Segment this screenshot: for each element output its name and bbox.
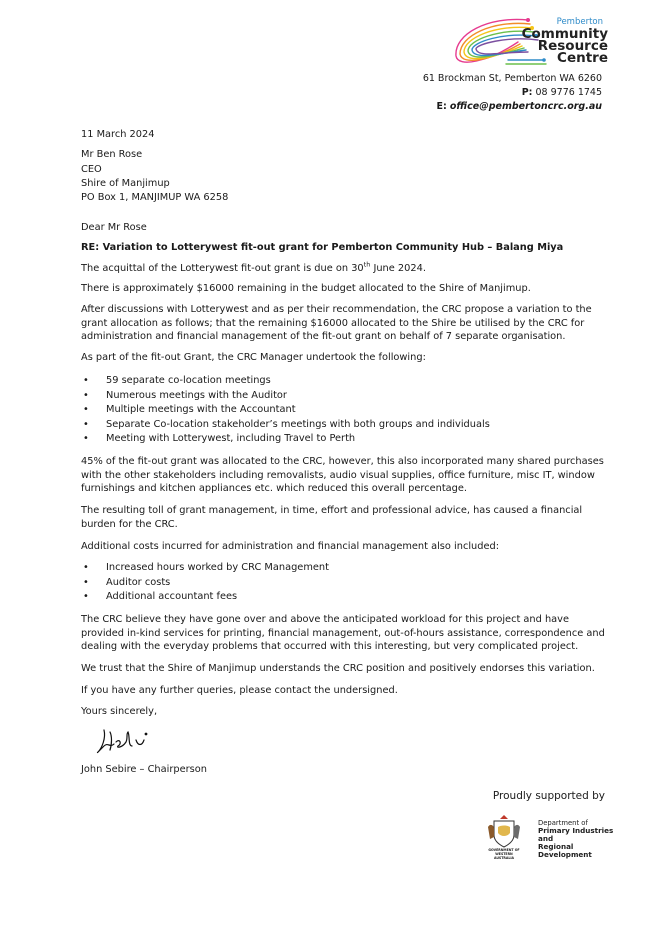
- signature-image: [96, 726, 156, 758]
- logo-line-resource: Resource: [537, 38, 608, 54]
- list-item: • Additional accountant fees: [81, 590, 581, 605]
- paragraph-queries: If you have any further queries, please contact the undersigned.: [81, 685, 398, 696]
- list-item: • 59 separate co-location meetings: [81, 374, 581, 389]
- logo-line-community: Community: [521, 26, 608, 42]
- additional-costs-list: [81, 561, 581, 605]
- salutation: Dear Mr Rose: [81, 222, 147, 233]
- recipient-organisation: Shire of Manjimup: [81, 178, 170, 189]
- signatory-name: John Sebire – Chairperson: [81, 764, 207, 775]
- recipient-title: CEO: [81, 164, 102, 175]
- list-item: • Auditor costs: [81, 576, 581, 591]
- dept-name: [538, 819, 616, 859]
- list-item: • Separate Co-location stakeholder’s meetings with both groups and individuals: [81, 418, 581, 433]
- crest-caption-line2: WESTERN AUSTRALIA: [493, 851, 515, 860]
- recipient-name: Mr Ben Rose: [81, 149, 143, 160]
- p1-text-end: June 2024.: [370, 263, 426, 274]
- list-item: • Multiple meetings with the Accountant: [81, 403, 581, 418]
- closing: Yours sincerely,: [81, 706, 158, 717]
- logo-town-name: Pemberton: [556, 17, 603, 27]
- wa-crest-icon: [486, 813, 522, 849]
- address: 61 Brockman St, Pemberton WA 6260: [422, 73, 602, 84]
- p1-superscript: th: [363, 260, 371, 269]
- paragraph-variation: After discussions with Lotterywest and as per their recommendation, the CRC propose a variation to the grant allocation as follows; that the remaining $16000 allocated to the Shire be utilised by the CRC for administration and financial management of the fit-out grant on behalf of 7 separate organisation.: [81, 304, 592, 343]
- p1-text: The acquittal of the Lotterywest fit-out grant is due on 30: [81, 263, 364, 274]
- email-label: E:: [436, 101, 447, 112]
- list-item: • Increased hours worked by CRC Management: [81, 561, 581, 576]
- list-item: • Numerous meetings with the Auditor: [81, 389, 581, 404]
- dpird-logo: [486, 813, 616, 861]
- paragraph-remaining: There is approximately $16000 remaining in the budget allocated to the Shire of Manjimup.: [81, 283, 531, 294]
- email-line: [437, 100, 603, 114]
- paragraph-acquittal: [81, 262, 606, 276]
- paragraph-additional-costs: Additional costs incurred for administration and financial management also included:: [81, 541, 500, 552]
- paragraph-allocation: 45% of the fit-out grant was allocated to the CRC, however, this also incorporated many shared purchases with the other stakeholders including removalists, audio visual supplies, office furniture, misc IT, window furnishings and kitchen appliances etc. which reduced this overall percentage.: [81, 456, 604, 495]
- phone-line: [522, 86, 602, 100]
- phone-label: P:: [521, 87, 533, 98]
- paragraph-in-kind: The CRC believe they have gone over and above the anticipated workload for this project and have provided in-kind services for printing, financial management, out-of-hours assistance, correspondence and dealing with the everyday problems that occurred with this interesting, but very complicated project.: [81, 614, 605, 653]
- manager-task-list: [81, 374, 581, 447]
- recipient-address: PO Box 1, MANJIMUP WA 6258: [81, 192, 229, 203]
- crest-caption-line1: GOVERNMENT OF: [488, 848, 520, 852]
- email-address: office@pembertoncrc.org.au: [449, 101, 602, 112]
- paragraph-endorse: We trust that the Shire of Manjimup understands the CRC position and positively endorses this variation.: [81, 663, 595, 674]
- dept-line2: Primary Industries and: [538, 826, 614, 843]
- letter-date: 11 March 2024: [81, 129, 155, 140]
- phone-number: 08 9776 1745: [535, 87, 602, 98]
- crest-caption: [486, 849, 522, 860]
- supported-by-text: Proudly supported by: [492, 790, 605, 802]
- paragraph-manager-tasks: As part of the fit-out Grant, the CRC Manager undertook the following:: [81, 352, 426, 363]
- paragraph-financial-burden: The resulting toll of grant management, in time, effort and professional advice, has caused a financial burden for the CRC.: [81, 505, 583, 530]
- dept-line3: Regional Development: [538, 842, 592, 859]
- logo-line-centre: Centre: [557, 50, 608, 66]
- subject-line: RE: Variation to Lotterywest fit-out grant for Pemberton Community Hub – Balang Miya: [81, 242, 564, 253]
- list-item: • Meeting with Lotterywest, including Travel to Perth: [81, 432, 581, 447]
- dept-line1: Department of: [538, 819, 588, 827]
